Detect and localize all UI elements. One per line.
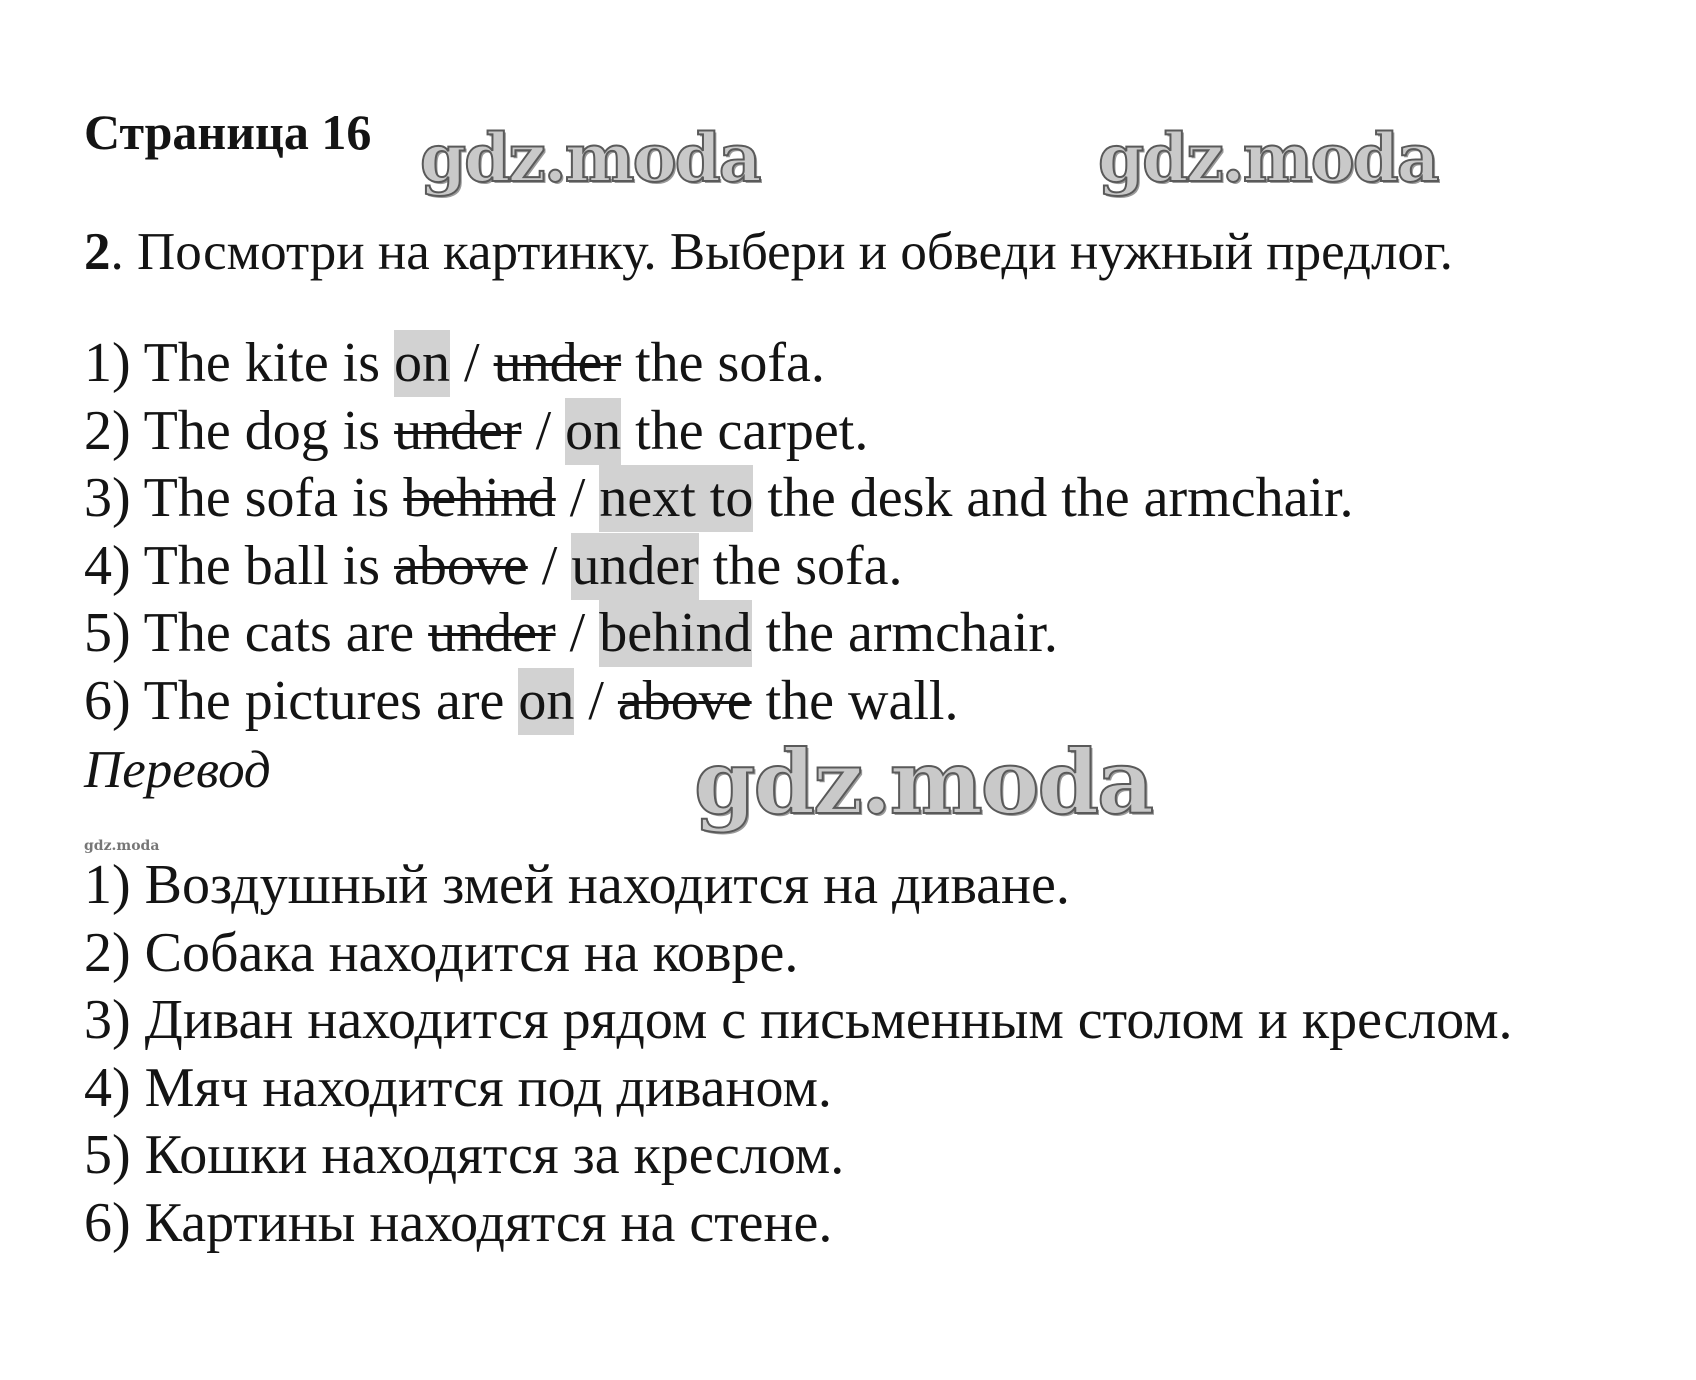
task-instruction xyxy=(84,220,1453,284)
sentence-end: the sofa. xyxy=(621,332,825,394)
separator: / xyxy=(527,534,572,597)
second-choice[interactable]: under xyxy=(493,332,622,394)
sentence-start: The ball is xyxy=(143,534,395,597)
separator: / xyxy=(555,602,600,664)
watermark-logo: gdz.moda xyxy=(694,730,1153,834)
item-number: 6) xyxy=(84,669,144,732)
item-number: 1) xyxy=(84,332,144,394)
task-number: 2 xyxy=(84,223,111,281)
first-choice[interactable]: under xyxy=(428,602,556,664)
sentence-end: the armchair. xyxy=(751,602,1058,664)
translation-item: 6) Картины находятся на стене. xyxy=(84,1191,833,1254)
first-choice[interactable]: above xyxy=(394,534,528,597)
second-choice[interactable]: above xyxy=(617,669,752,732)
exercise-item xyxy=(84,465,1354,533)
translation-list xyxy=(84,852,1513,1257)
item-number: 2) xyxy=(84,399,144,462)
watermark-logo: gdz.moda xyxy=(420,119,760,197)
task-text: . Посмотри на картинку. Выбери и обведи нужный предлог. xyxy=(110,223,1453,281)
exercise-item xyxy=(84,668,1354,736)
first-choice[interactable]: on xyxy=(394,330,450,397)
sentence-end: the wall. xyxy=(751,669,959,732)
sentence-end: the carpet. xyxy=(621,399,869,462)
separator: / xyxy=(450,332,494,394)
sentence-start: The sofa is xyxy=(143,467,404,529)
second-choice[interactable]: next to xyxy=(599,465,753,532)
translation-item: 3) Диван находится рядом с письменным столом и креслом. xyxy=(84,989,1513,1051)
page-title: Страница 16 xyxy=(84,104,372,160)
item-number: 5) xyxy=(84,602,144,664)
sentence-start: The cats are xyxy=(143,602,429,664)
exercise-item xyxy=(84,330,1354,398)
translation-item: 4) Мяч находится под диваном. xyxy=(84,1056,832,1119)
translation-heading: Перевод xyxy=(84,741,271,799)
watermark-small: gdz.moda xyxy=(84,838,160,854)
translation-item: 1) Воздушный змей находится на диване. xyxy=(84,854,1070,916)
separator: / xyxy=(574,669,618,732)
exercise-list xyxy=(84,330,1354,735)
item-number: 4) xyxy=(84,534,144,597)
separator: / xyxy=(555,467,600,529)
sentence-end: the desk and the armchair. xyxy=(753,467,1354,529)
first-choice[interactable]: on xyxy=(518,668,574,735)
item-number: 3) xyxy=(84,467,144,529)
sentence-end: the sofa. xyxy=(698,534,903,597)
exercise-item xyxy=(84,398,1354,466)
second-choice[interactable]: on xyxy=(565,398,621,465)
translation-item: 2) Собака находится на ковре. xyxy=(84,921,799,984)
second-choice[interactable]: under xyxy=(571,533,699,600)
sentence-start: The pictures are xyxy=(143,669,519,732)
translation-item: 5) Кошки находятся за креслом. xyxy=(84,1124,845,1186)
sentence-start: The kite is xyxy=(143,332,395,394)
sentence-start: The dog is xyxy=(143,399,395,462)
watermark-logo: gdz.moda xyxy=(1098,119,1438,197)
first-choice[interactable]: behind xyxy=(403,467,556,529)
first-choice[interactable]: under xyxy=(394,399,522,462)
separator: / xyxy=(521,399,566,462)
second-choice[interactable]: behind xyxy=(599,600,751,667)
exercise-item xyxy=(84,600,1354,668)
exercise-item xyxy=(84,533,1354,601)
